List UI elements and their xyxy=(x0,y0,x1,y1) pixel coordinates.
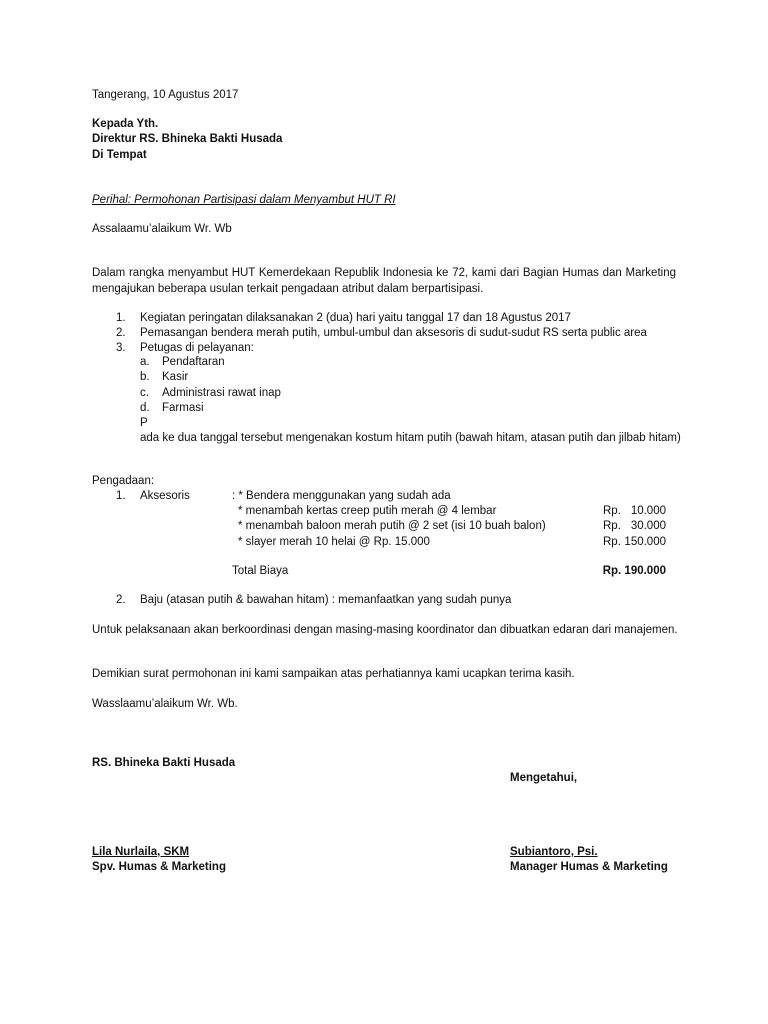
list-item-2-number: 2. xyxy=(116,327,126,339)
list-item-3-number: 3. xyxy=(116,342,126,354)
sublist-letter-c: c. xyxy=(140,387,149,399)
procurement-item-1-number: 1. xyxy=(116,490,126,502)
sublist-letter-b: b. xyxy=(140,371,150,383)
sublist-letter-d: d. xyxy=(140,402,150,414)
procurement-line-2-currency: Rp. xyxy=(603,505,621,517)
procurement-item-2-number: 2. xyxy=(116,594,126,606)
signature-organization: RS. Bhineka Bakti Husada xyxy=(92,757,236,769)
farewell: Wasslaamu’alaikum Wr. Wb. xyxy=(92,698,238,710)
procurement-item-1-label: Aksesoris xyxy=(140,490,190,502)
procurement-heading: Pengadaan: xyxy=(92,475,155,487)
sublist-p: P xyxy=(140,417,148,429)
place-date: Tangerang, 10 Agustus 2017 xyxy=(92,89,239,101)
procurement-line-1: : * Bendera menggunakan yang sudah ada xyxy=(232,490,451,502)
procurement-line-2: * menambah kertas creep putih merah @ 4 lembar xyxy=(238,505,497,517)
recipient-line-1: Kepada Yth. xyxy=(92,118,159,130)
total-cost-label: Total Biaya xyxy=(232,565,289,577)
subject-line: Perihal: Permohonan Partisipasi dalam Menyambut HUT RI xyxy=(92,194,396,206)
acknowledged-label: Mengetahui, xyxy=(510,772,578,784)
signer-left-name: Lila Nurlaila, SKM xyxy=(92,846,190,858)
intro-paragraph: Dalam rangka menyambut HUT Kemerdekaan Republik Indonesia ke 72, kami dari Bagian Humas dan Marketing mengajukan beberapa usulan terkait pengadaan atribut dalam berpartisipasi. xyxy=(92,267,676,295)
sublist-letter-a: a. xyxy=(140,356,150,368)
sublist-item-c: Administrasi rawat inap xyxy=(162,387,281,399)
greeting: Assalaamu’alaikum Wr. Wb xyxy=(92,223,232,235)
sublist-item-d: Farmasi xyxy=(162,402,204,414)
procurement-line-4-currency: Rp. xyxy=(603,536,621,548)
closing-paragraph: Demikian surat permohonan ini kami sampaikan atas perhatiannya kami ucapkan terima kasih. xyxy=(92,668,575,680)
sublist-continuation: ada ke dua tanggal tersebut mengenakan kostum hitam putih (bawah hitam, atasan putih dan jilbab hitam) xyxy=(140,432,681,444)
sublist-item-b: Kasir xyxy=(162,371,189,383)
list-item-3-text: Petugas di pelayanan: xyxy=(140,342,254,354)
sublist-item-a: Pendaftaran xyxy=(162,356,225,368)
signer-right-name: Subiantoro, Psi. xyxy=(510,846,598,858)
signer-left-title: Spv. Humas & Marketing xyxy=(92,861,226,873)
recipient-line-2: Direktur RS. Bhineka Bakti Husada xyxy=(92,133,283,145)
procurement-item-2-text: Baju (atasan putih & bawahan hitam) : memanfaatkan yang sudah punya xyxy=(140,594,512,606)
coordination-paragraph: Untuk pelaksanaan akan berkoordinasi dengan masing-masing koordinator dan dibuatkan edaran dari manajemen. xyxy=(92,624,678,636)
procurement-line-4-amount: 150.000 xyxy=(624,536,666,548)
procurement-line-3-amount: 30.000 xyxy=(630,520,666,532)
procurement-line-3: * menambah baloon merah putih @ 2 set (isi 10 buah balon) xyxy=(238,520,546,532)
recipient-line-3: Di Tempat xyxy=(92,149,147,161)
signer-right-title: Manager Humas & Marketing xyxy=(510,861,668,873)
list-item-2-text: Pemasangan bendera merah putih, umbul-umbul dan aksesoris di sudut-sudut RS serta public area xyxy=(140,327,647,339)
procurement-line-4: * slayer merah 10 helai @ Rp. 15.000 xyxy=(238,536,430,548)
procurement-line-3-currency: Rp. xyxy=(603,520,621,532)
list-item-1-text: Kegiatan peringatan dilaksanakan 2 (dua) hari yaitu tanggal 17 dan 18 Agustus 2017 xyxy=(140,312,571,324)
list-item-1-number: 1. xyxy=(116,312,126,324)
procurement-line-2-amount: 10.000 xyxy=(630,505,666,517)
total-cost-value: Rp. 190.000 xyxy=(602,565,666,577)
